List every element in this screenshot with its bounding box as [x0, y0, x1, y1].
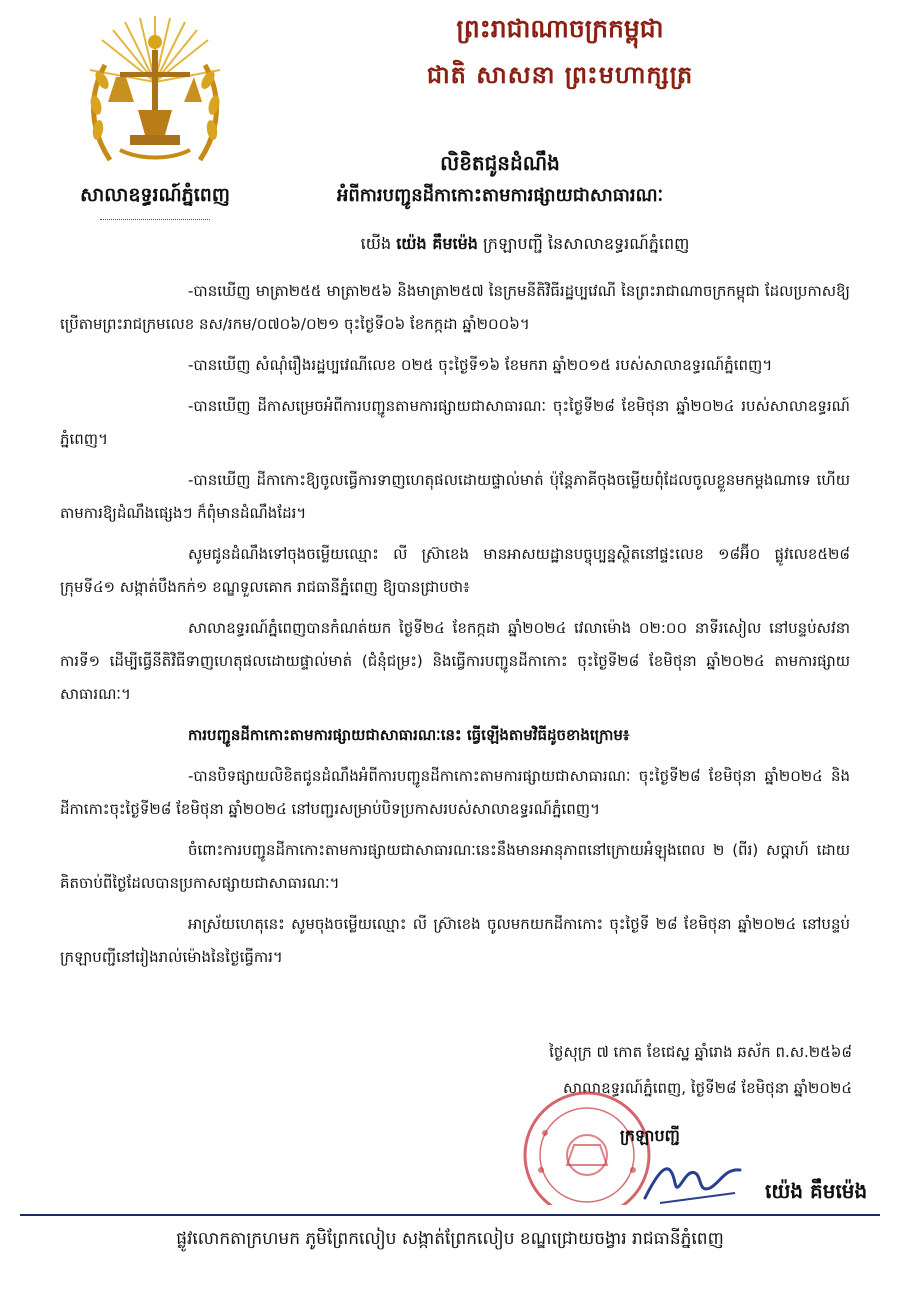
paragraph-summons-history: -បានឃើញ ដីកាកោះឱ្យចូលធ្វើការទាញហេតុផលដោយផ្ទាល់មាត់ ប៉ុន្តែភាគីចុងចម្លើយពុំដែលចូលខ្លួនមកម្តងណាទេ ហើយតាមការឱ្យដំណឹងផ្សេងៗ ក៏ពុំមានដំណឹងដែរ។	[60, 471, 850, 522]
registrar-title: ក្រឡាបញ្ជី	[620, 1126, 680, 1145]
notice-body	[60, 275, 850, 982]
presenter-name: យ៉េង គឹមម៉េង	[396, 234, 478, 253]
paragraph-legal-basis: -បានឃើញ មាត្រា២៥៥ មាត្រា២៥៦ និងមាត្រា២៥៧ នៃក្រមនីតិវិធីរដ្ឋប្បវេណី នៃព្រះរាជាណាចក្រកម្ពុជា ដែលប្រកាសឱ្យប្រើតាមព្រះរាជក្រមលេខ នស/រកម/០៧០៦/០២១ ចុះថ្ងៃទី០៦ ខែកក្កដា ឆ្នាំ២០០៦។	[60, 282, 850, 333]
national-motto: ជាតិ សាសនា ព្រះមហាក្សត្រ	[426, 61, 694, 89]
paragraph-case-file: -បានឃើញ សំណុំរឿងរដ្ឋប្បវេណីលេខ ០២៥ ចុះថ្ងៃទី១៦ ខែមករា ឆ្នាំ២០១៥ របស់សាលាឧទ្ធរណ៍ភ្នំពេញ។	[188, 356, 773, 374]
paragraph-notice-recipient: សូមជូនដំណឹងទៅចុងចម្លើយឈ្មោះ លី ស្រ៊ាខេង មានអាសយដ្ឋានបច្ចុប្បន្នស្ថិតនៅផ្ទះលេខ ១៨អ៊ី០ ផ្លូវលេខ៥២៨ ក្រុមទី៤១ សង្កាត់បឹងកក់១ ខណ្ឌទួលគោក រាជធានីភ្នំពេញ ឱ្យបានជ្រាបថា៖	[60, 545, 850, 596]
court-name-divider	[100, 219, 210, 220]
document-subject: អំពីការបញ្ជូនដីកាកោះតាមការផ្សាយជាសាធារណៈ	[336, 185, 664, 206]
paragraph-conclusion: អាស្រ័យហេតុនេះ សូមចុងចម្លើយឈ្មោះ លី ស្រ៊ាខេង ចូលមកយកដីកាកោះ ចុះថ្ងៃទី ២៨ ខែមិថុនា ឆ្នាំ២០២៤ នៅបន្ទប់ក្រឡាបញ្ជីនៅរៀងរាល់ម៉ោងនៃថ្ងៃធ្វើការ។	[60, 915, 850, 966]
kingdom-title: ព្រះរាជាណាចក្រកម្ពុជា	[456, 14, 664, 43]
lunar-date: ថ្ងៃសុក្រ ៧ កោត ខែជេស្ឋ ឆ្នាំរោង ឆស័ក ព.ស.២៥៦៨	[549, 1043, 852, 1061]
paragraph-decision: -បានឃើញ ដីកាសម្រេចអំពីការបញ្ជូនតាមការផ្សាយជាសាធារណៈ ចុះថ្ងៃទី២៨ ខែមិថុនា ឆ្នាំ២០២៤ របស់សាលាឧទ្ធរណ៍ភ្នំពេញ។	[60, 397, 850, 448]
paragraph-effective: ចំពោះការបញ្ជូនដីកាកោះតាមការផ្សាយជាសាធារណៈនេះនឹងមានអានុភាពនៅក្រោយអំឡុងពេល ២ (ពីរ) សប្តាហ៍ ដោយគិតចាប់ពីថ្ងៃដែលបានប្រកាសផ្សាយជាសាធារណៈ។	[60, 841, 850, 892]
paragraph-posting: -បានបិទផ្សាយលិខិតជូនដំណឹងអំពីការបញ្ជូនដីកាកោះតាមការផ្សាយជាសាធារណៈ ចុះថ្ងៃទី២៨ ខែមិថុនា ឆ្នាំ២០២៤ និងដីកាកោះចុះថ្ងៃទី២៨ ខែមិថុនា ឆ្នាំ២០២៤ នៅបញ្ជរសម្រាប់បិទប្រកាសរបស់សាលាឧទ្ធរណ៍ភ្នំពេញ។	[60, 767, 850, 818]
presenter-suffix: ក្រឡាបញ្ជី នៃសាលាឧទ្ធរណ៍ភ្នំពេញ	[483, 234, 690, 253]
signature-mark	[640, 1148, 750, 1208]
paragraph-hearing-date: សាលាឧទ្ធរណ៍ភ្នំពេញបានកំណត់យក ថ្ងៃទី២៤ ខែកក្កដា ឆ្នាំ២០២៤ វេលាម៉ោង ០២:០០ នាទីរសៀល នៅបន្ទប់សវនាការទី១ ដើម្បីធ្វើនីតិវិធីទាញហេតុផលដោយផ្ទាល់មាត់ (ជំនុំជម្រះ) និងធ្វើការបញ្ជូនដីកាកោះ ចុះថ្ងៃទី២៨ ខែមិថុនា ឆ្នាំ២០២៤ តាមការផ្សាយសាធារណៈ។	[60, 619, 850, 703]
place-and-date: សាលាឧទ្ធរណ៍ភ្នំពេញ, ថ្ងៃទី២៨ ខែមិថុនា ឆ្នាំ២០២៤	[563, 1079, 852, 1097]
paragraph-method-heading: ការបញ្ជូនដីកាកោះតាមការផ្សាយជាសាធារណៈនេះ ធ្វើឡើងតាមវិធីដូចខាងក្រោម៖	[188, 726, 630, 744]
court-name: សាលាឧទ្ធរណ៍ភ្នំពេញ	[80, 184, 230, 206]
presenter-line	[200, 233, 850, 257]
presenter-prefix: យើង	[360, 234, 392, 253]
footer-address: ផ្លូវលោកតាក្រហមក ភូមិព្រែកលៀប សង្កាត់ព្រែកលៀប ខណ្ឌជ្រោយចង្វារ រាជធានីភ្នំពេញ	[176, 1229, 724, 1249]
document-title: លិខិតជូនដំណឹង	[440, 151, 560, 175]
signer-name: យ៉េង គឹមម៉េង	[765, 1179, 868, 1203]
footer-divider	[20, 1214, 880, 1216]
